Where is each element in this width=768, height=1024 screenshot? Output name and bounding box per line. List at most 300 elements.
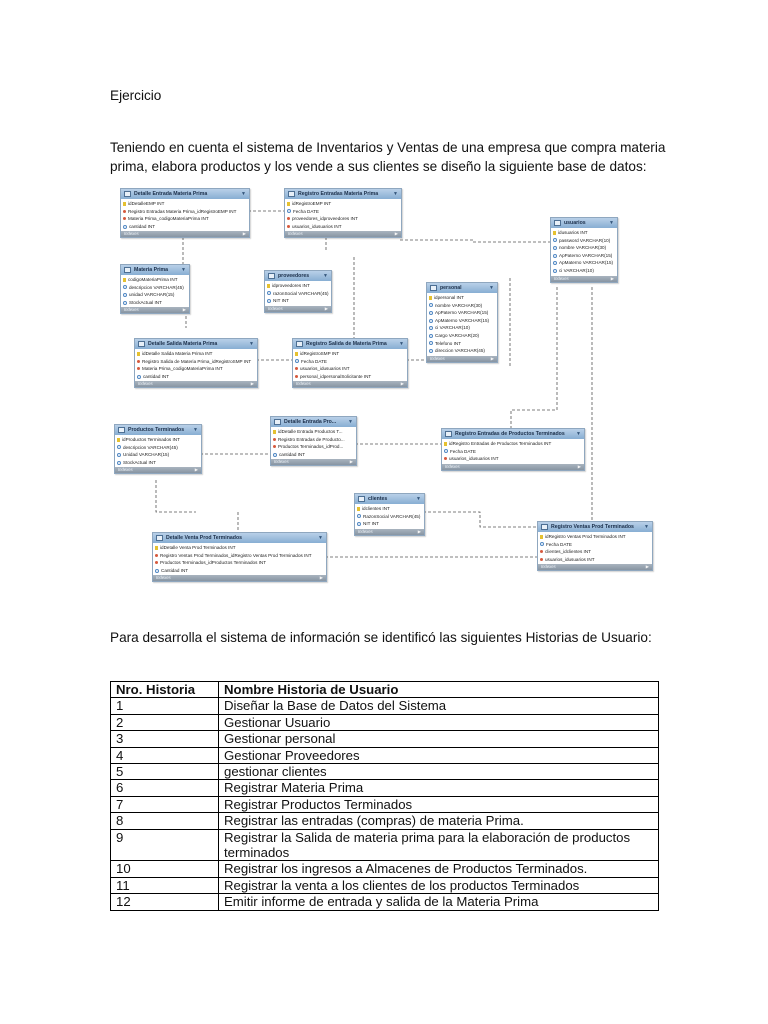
er-field-text: StockActual INT — [129, 299, 162, 305]
user-stories-body — [111, 698, 659, 910]
column-icon — [553, 254, 557, 258]
key-icon — [123, 278, 126, 282]
chevron-down-icon: ▼ — [399, 341, 404, 347]
er-field-text: idusuarios INT — [558, 230, 588, 235]
er-field-text: cantidad INT — [129, 223, 156, 229]
er-table-header — [115, 425, 201, 435]
table-icon — [124, 191, 131, 197]
er-field — [429, 302, 495, 310]
chevron-down-icon: ▼ — [489, 285, 494, 291]
er-field-list — [121, 275, 189, 307]
er-field — [267, 290, 329, 298]
er-field-text: Registro Ventas Prod Terminados_idRegistro Ventas Prod Terminados INT — [160, 552, 312, 558]
column-icon — [357, 514, 361, 518]
er-field-text: Registro Entradas de Producto... — [278, 436, 345, 442]
er-field-text: ci VARCHAR(10) — [559, 267, 594, 273]
key-icon — [273, 430, 276, 434]
table-row — [111, 731, 659, 747]
foreign-key-icon — [123, 217, 126, 220]
indexes-label: Indexes — [274, 459, 289, 465]
er-field-text: personal_idpersonalSolicitante INT — [300, 373, 372, 379]
er-field — [553, 244, 615, 252]
indexes-label: Indexes — [445, 463, 460, 469]
foreign-key-icon — [273, 445, 276, 448]
er-table-name: Registro Entradas de Productos Terminados — [455, 431, 565, 437]
indexes-label: Indexes — [296, 381, 311, 387]
expand-arrow-icon: ▶ — [182, 307, 186, 313]
table-icon — [274, 419, 281, 425]
er-field — [123, 200, 247, 208]
er-field — [123, 208, 247, 216]
er-field-list — [551, 228, 617, 276]
er-field — [357, 520, 422, 528]
er-field-text: idRegistro Entradas de Productos Terminados INT — [449, 441, 552, 446]
table-row — [111, 894, 659, 910]
column-icon — [267, 291, 271, 295]
er-table-footer — [121, 231, 249, 237]
er-table-header — [271, 417, 356, 427]
er-field-text: idpersonal INT — [434, 295, 464, 300]
er-field-text: nombre VARCHAR(30) — [435, 302, 483, 308]
column-icon — [117, 461, 121, 465]
er-field — [137, 373, 255, 381]
expand-arrow-icon: ▶ — [394, 231, 398, 237]
er-field — [429, 347, 495, 355]
foreign-key-icon — [287, 225, 290, 228]
er-table — [441, 428, 585, 471]
story-number-cell: 4 — [111, 747, 219, 763]
key-icon — [429, 296, 432, 300]
er-field-text: ApPaterno VARCHAR(15) — [435, 310, 489, 316]
table-row — [111, 861, 659, 877]
table-row — [111, 714, 659, 730]
er-table-footer — [355, 529, 424, 535]
er-field-list — [153, 543, 326, 575]
er-table-footer — [265, 306, 331, 312]
column-icon — [553, 269, 557, 273]
er-field-text: ApMaterno VARCHAR(15) — [435, 317, 490, 323]
column-icon — [273, 453, 277, 457]
er-field-text: NIT INT — [363, 521, 379, 527]
story-number-cell: 9 — [111, 829, 219, 861]
er-table — [264, 270, 332, 313]
er-field — [123, 223, 247, 231]
er-field-text: ApMaterno VARCHAR(15) — [559, 260, 614, 266]
er-field — [137, 358, 255, 366]
er-field-list — [135, 349, 257, 381]
column-icon — [287, 209, 291, 213]
er-table-footer — [285, 231, 401, 237]
er-field — [357, 513, 422, 521]
column-icon — [429, 319, 433, 323]
er-field-text: Fecha DATE — [301, 358, 327, 364]
er-table — [120, 264, 190, 314]
indexes-label: Indexes — [358, 528, 373, 534]
er-table — [134, 338, 258, 388]
chevron-down-icon: ▼ — [348, 419, 353, 425]
er-field — [273, 451, 354, 459]
er-field — [429, 332, 495, 340]
column-icon — [429, 326, 433, 330]
er-field-text: clientes_idclientes INT — [545, 549, 591, 555]
story-number-cell: 7 — [111, 796, 219, 812]
er-field-list — [442, 439, 584, 464]
chevron-down-icon: ▼ — [181, 267, 186, 273]
story-number-cell: 5 — [111, 764, 219, 780]
table-icon — [118, 427, 125, 433]
stories-intro-paragraph: Para desarrolla el sistema de información se identificó las siguientes Historias de Usuario: — [110, 630, 652, 645]
column-icon — [357, 522, 361, 526]
column-icon — [429, 303, 433, 307]
er-field — [273, 443, 354, 451]
er-table-name: Productos Terminados — [128, 427, 185, 433]
story-name-cell: Registrar la Salida de materia prima para la elaboración de productos terminados — [219, 829, 659, 861]
indexes-label: Indexes — [554, 275, 569, 281]
er-table-name: Detalle Entrada Pro... — [284, 419, 337, 425]
er-field — [553, 267, 615, 275]
er-field — [553, 259, 615, 267]
er-field-text: StockActual INT — [123, 459, 156, 465]
er-field — [429, 294, 495, 302]
er-field-text: Cantidad INT — [161, 567, 189, 573]
chevron-down-icon: ▼ — [193, 427, 198, 433]
column-icon — [155, 569, 159, 573]
table-icon — [554, 220, 561, 226]
story-name-cell: Diseñar la Base de Datos del Sistema — [219, 698, 659, 714]
er-field — [287, 200, 399, 208]
indexes-label: Indexes — [268, 305, 283, 311]
er-table — [426, 282, 498, 363]
er-table — [284, 188, 402, 238]
table-icon — [268, 273, 275, 279]
key-icon — [137, 352, 140, 356]
er-field-text: Registro Salida de Materia Prima_idRegistroSMP INT — [142, 358, 252, 364]
er-table — [120, 188, 250, 238]
er-field — [123, 284, 187, 292]
expand-arrow-icon: ▶ — [242, 231, 246, 237]
er-field-text: Fecha DATE — [546, 541, 572, 547]
table-row — [111, 877, 659, 893]
story-name-cell: Gestionar personal — [219, 731, 659, 747]
er-table — [152, 532, 327, 582]
er-field — [553, 252, 615, 260]
er-table — [354, 493, 425, 536]
er-field — [123, 299, 187, 307]
er-field-text: Materia Prima_codigoMateriaPrima INT — [128, 216, 209, 222]
expand-arrow-icon: ▶ — [577, 463, 581, 469]
chevron-down-icon: ▼ — [249, 341, 254, 347]
expand-arrow-icon: ▶ — [349, 459, 353, 465]
er-table — [550, 217, 618, 283]
foreign-key-icon — [540, 558, 543, 561]
er-field — [295, 350, 405, 358]
expand-arrow-icon: ▶ — [319, 575, 323, 581]
er-table-header — [551, 218, 617, 228]
er-field-text: usuarios_idusuarios INT — [300, 366, 350, 372]
chevron-down-icon: ▼ — [318, 535, 323, 541]
er-field — [357, 505, 422, 513]
er-field-list — [285, 199, 401, 231]
er-field — [540, 556, 650, 564]
er-field-text: direccion VARCHAR(45) — [435, 348, 485, 354]
table-row — [111, 796, 659, 812]
er-table-header — [121, 265, 189, 275]
er-field — [444, 440, 582, 448]
foreign-key-icon — [137, 367, 140, 370]
story-name-cell: Gestionar Usuario — [219, 714, 659, 730]
chevron-down-icon: ▼ — [576, 431, 581, 437]
column-icon — [123, 301, 127, 305]
key-icon — [357, 507, 360, 511]
er-field — [429, 309, 495, 317]
er-field-text: ApPaterno VARCHAR(15) — [559, 252, 613, 258]
er-field-text: idDetalleEMP INT — [128, 201, 165, 206]
indexes-label: Indexes — [430, 355, 445, 361]
er-field — [155, 544, 324, 552]
er-field-text: Fecha DATE — [293, 208, 319, 214]
er-table-name: Materia Prima — [134, 267, 169, 273]
key-icon — [267, 284, 270, 288]
er-field — [155, 552, 324, 560]
story-name-cell: Gestionar Proveedores — [219, 747, 659, 763]
er-table — [292, 338, 408, 388]
chevron-down-icon: ▼ — [644, 524, 649, 530]
er-field — [540, 541, 650, 549]
key-icon — [155, 546, 158, 550]
er-field — [137, 350, 255, 358]
story-name-cell: Registrar las entradas (compras) de materia Prima. — [219, 813, 659, 829]
er-table-name: Registro Salida de Materia Prima — [306, 341, 387, 347]
table-row — [111, 698, 659, 714]
er-field-list — [115, 435, 201, 467]
document-title: Ejercicio — [110, 88, 162, 103]
er-field-text: idDetalle Venta Prod Terminados INT — [160, 545, 236, 550]
indexes-label: Indexes — [541, 564, 556, 570]
er-field — [553, 237, 615, 245]
er-table-name: Detalle Venta Prod Terminados — [166, 535, 243, 541]
link-clientes-registro-vpt — [423, 512, 537, 527]
er-table-footer — [135, 381, 257, 387]
er-table-header — [265, 271, 331, 281]
er-field-text: cantidad INT — [279, 451, 306, 457]
er-field-text: Fecha DATE — [450, 448, 476, 454]
table-row — [111, 829, 659, 861]
key-icon — [117, 438, 120, 442]
er-field — [429, 324, 495, 332]
er-field-text: proveedores_idproveedores INT — [292, 216, 358, 222]
er-table-footer — [121, 307, 189, 313]
table-icon — [156, 535, 163, 541]
er-table-header — [135, 339, 257, 349]
table-icon — [138, 341, 145, 347]
table-icon — [124, 267, 131, 273]
column-icon — [123, 285, 127, 289]
column-icon — [540, 542, 544, 546]
er-field-list — [427, 293, 497, 356]
er-table-header — [121, 189, 249, 199]
er-field-text: idproveedores INT — [272, 283, 310, 288]
er-field — [444, 448, 582, 456]
column-icon — [553, 261, 557, 265]
er-table-footer — [153, 575, 326, 581]
table-row — [111, 813, 659, 829]
expand-arrow-icon: ▶ — [610, 275, 614, 281]
er-table-header — [427, 283, 497, 293]
column-icon — [553, 246, 557, 250]
chevron-down-icon: ▼ — [241, 191, 246, 197]
er-field — [117, 444, 199, 452]
table-icon — [430, 285, 437, 291]
story-name-cell: gestionar clientes — [219, 764, 659, 780]
er-field — [287, 208, 399, 216]
er-diagram — [108, 182, 656, 592]
er-field-list — [271, 427, 356, 459]
story-number-cell: 8 — [111, 813, 219, 829]
user-stories-table — [110, 681, 659, 911]
er-field-text: NIT INT — [273, 298, 289, 304]
er-field — [267, 282, 329, 290]
er-field-text: razonSocial VARCHAR(45) — [273, 290, 329, 296]
er-field-text: idRegistro Ventas Prod Terminados INT — [545, 534, 626, 539]
er-field — [137, 365, 255, 373]
story-name-cell: Registrar Productos Terminados — [219, 796, 659, 812]
er-table-footer — [293, 381, 407, 387]
er-table-header — [538, 522, 652, 532]
story-name-cell: Registrar los ingresos a Almacenes de Productos Terminados. — [219, 861, 659, 877]
key-icon — [444, 442, 447, 446]
er-field-list — [355, 504, 424, 529]
er-table-name: Detalle Entrada Materia Prima — [134, 191, 208, 197]
er-field — [117, 436, 199, 444]
intro-paragraph: Teniendo en cuenta el sistema de Inventarios y Ventas de una empresa que compra materia prima, elabora productos y los vende a sus clientes se diseño la siguiente base de datos: — [110, 140, 666, 174]
story-name-cell: Emitir informe de entrada y salida de la Materia Prima — [219, 894, 659, 910]
er-field-text: idDetalle Salida Materia Prima INT — [142, 351, 213, 356]
link-productos-detalle-vpt — [156, 480, 196, 512]
er-field-text: usuarios_idusuarios INT — [545, 556, 595, 562]
story-number-cell: 2 — [111, 714, 219, 730]
er-field-text: ci VARCHAR(10) — [435, 325, 470, 331]
er-field — [287, 215, 399, 223]
er-table-name: clientes — [368, 496, 388, 502]
er-table-name: personal — [440, 285, 462, 291]
er-field-text: idDetalle Entrada Productos T... — [278, 429, 343, 434]
er-field-text: descripcion VARCHAR(45) — [123, 444, 178, 450]
table-icon — [288, 191, 295, 197]
er-field — [429, 317, 495, 325]
er-field — [429, 340, 495, 348]
er-field — [123, 215, 247, 223]
er-field-text: descripcion VARCHAR(45) — [129, 284, 184, 290]
er-field — [123, 291, 187, 299]
story-number-cell: 3 — [111, 731, 219, 747]
er-field-text: password VARCHAR(10) — [559, 237, 611, 243]
er-field-text: RazonSocial VARCHAR(45) — [363, 513, 421, 519]
er-table-footer — [442, 464, 584, 470]
er-field-text: Productos Terminados_idProd... — [278, 444, 344, 450]
foreign-key-icon — [273, 438, 276, 441]
er-field-text: usuarios_idusuarios INT — [449, 456, 499, 462]
key-icon — [553, 231, 556, 235]
er-field — [117, 459, 199, 467]
link-usuarios-registro-ept — [511, 287, 557, 428]
indexes-label: Indexes — [288, 231, 303, 237]
column-icon — [117, 445, 121, 449]
indexes-label: Indexes — [124, 307, 139, 313]
foreign-key-icon — [295, 375, 298, 378]
column-icon — [429, 311, 433, 315]
er-field — [295, 373, 405, 381]
column-icon — [553, 238, 557, 242]
er-table-name: Detalle Salida Materia Prima — [148, 341, 218, 347]
er-table-name: usuarios — [564, 220, 586, 226]
key-icon — [295, 352, 298, 356]
er-field-list — [121, 199, 249, 231]
story-name-cell: Registrar Materia Prima — [219, 780, 659, 796]
column-icon — [429, 341, 433, 345]
er-table-footer — [271, 459, 356, 465]
er-table-name: Registro Entradas Materia Prima — [298, 191, 379, 197]
er-field — [295, 358, 405, 366]
key-icon — [123, 202, 126, 206]
story-number-cell: 1 — [111, 698, 219, 714]
story-name-cell: Registrar la venta a los clientes de los productos Terminados — [219, 877, 659, 893]
foreign-key-icon — [155, 554, 158, 557]
er-field-text: idclientes INT — [362, 506, 390, 511]
story-number-cell: 12 — [111, 894, 219, 910]
link-registro-emp-usuarios — [400, 225, 550, 242]
chevron-down-icon: ▼ — [609, 220, 614, 226]
er-field — [295, 365, 405, 373]
story-number-cell: 6 — [111, 780, 219, 796]
er-field-text: usuarios_idusuarios INT — [292, 223, 342, 229]
er-field — [273, 428, 354, 436]
column-header-name: Nombre Historia de Usuario — [219, 682, 659, 698]
er-field-text: Registro Entradas Materia Prima_idRegistroEMP INT — [128, 208, 237, 214]
er-table-name: proveedores — [278, 273, 310, 279]
chevron-down-icon: ▼ — [323, 273, 328, 279]
expand-arrow-icon: ▶ — [400, 381, 404, 387]
column-icon — [123, 293, 127, 297]
chevron-down-icon: ▼ — [393, 191, 398, 197]
expand-arrow-icon: ▶ — [645, 564, 649, 570]
expand-arrow-icon: ▶ — [324, 305, 328, 311]
column-icon — [429, 334, 433, 338]
column-icon — [267, 299, 271, 303]
er-field-text: Telefono INT — [435, 340, 462, 346]
er-table-footer — [427, 356, 497, 362]
er-field-text: Materia Prima_codigoMateriaPrima INT — [142, 366, 223, 372]
er-field-list — [538, 532, 652, 564]
er-table — [537, 521, 653, 571]
er-table-header — [153, 533, 326, 543]
table-row — [111, 747, 659, 763]
er-field-text: Productos Terminados_idProductos Terminados INT — [160, 560, 267, 566]
foreign-key-icon — [444, 457, 447, 460]
er-field — [155, 559, 324, 567]
indexes-label: Indexes — [118, 467, 133, 473]
er-field-text: Unidad VARCHAR(15) — [123, 452, 170, 458]
column-icon — [295, 359, 299, 363]
er-table-header — [442, 429, 584, 439]
er-field-text: codigoMateriaPrima INT — [128, 277, 178, 282]
er-table — [270, 416, 357, 466]
er-field — [267, 297, 329, 305]
er-table — [114, 424, 202, 474]
er-field — [444, 455, 582, 463]
chevron-down-icon: ▼ — [416, 496, 421, 502]
foreign-key-icon — [123, 210, 126, 213]
er-field — [287, 223, 399, 231]
